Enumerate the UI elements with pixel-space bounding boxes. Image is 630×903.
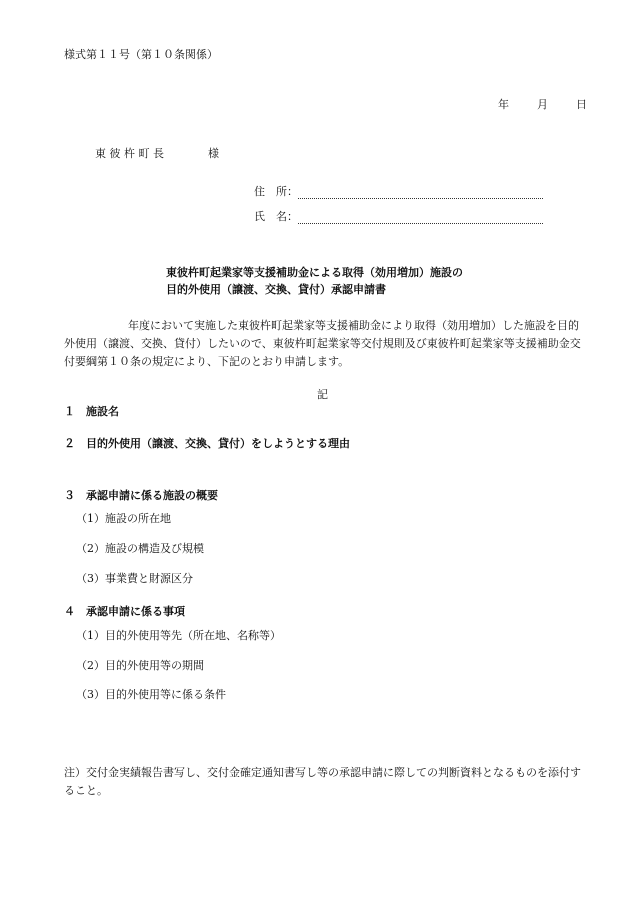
item-4-matters: ４ 承認申請に係る事項 xyxy=(64,605,185,618)
address-row xyxy=(254,183,543,199)
name-row xyxy=(254,208,543,224)
date-month: 月 xyxy=(537,98,548,111)
item-4-sub-3: （3）目的外使用等に係る条件 xyxy=(76,688,226,701)
body-paragraph: 年度において実施した東彼杵町起業家等支援補助金により取得（効用増加）した施設を目的外使用（譲渡、交換、貸付）したいので、東彼杵町起業家等交付規則及び東彼杵町起業家等支援補助金交付要綱第１０条の規定により、下記のとおり申請します。 xyxy=(64,319,581,368)
addressee-name: 東 彼 杵 町 長 xyxy=(95,147,164,160)
title-line-2: 目的外使用（譲渡、交換、貸付）承認申請書 xyxy=(166,283,386,296)
item-4-sub-1: （1）目的外使用等先（所在地、名称等） xyxy=(76,629,281,642)
item-3-sub-2: （2）施設の構造及び規模 xyxy=(76,542,204,555)
item-1-facility-name: １ 施設名 xyxy=(64,405,119,418)
item-4-sub-2: （2）目的外使用等の期間 xyxy=(76,659,204,672)
item-3-sub-1: （1）施設の所在地 xyxy=(76,512,171,525)
date-day: 日 xyxy=(576,98,587,111)
ki-heading: 記 xyxy=(317,388,328,401)
name-label: 氏 名： xyxy=(254,210,298,223)
addressee-honorific: 様 xyxy=(208,147,219,160)
addressee xyxy=(95,145,219,161)
date-line xyxy=(498,96,587,112)
address-label: 住 所： xyxy=(254,185,298,198)
form-number: 様式第１１号（第１０条関係） xyxy=(64,48,218,61)
title-line-1: 東彼杵町起業家等支援補助金による取得（効用増加）施設の xyxy=(166,266,463,279)
item-3-overview: ３ 承認申請に係る施設の概要 xyxy=(64,489,218,502)
footnote: 注）交付金実績報告書写し、交付金確定通知書写し等の承認申請に際しての判断資料となるものを添付すること。 xyxy=(64,766,581,797)
date-year: 年 xyxy=(498,98,509,111)
item-2-reason: ２ 目的外使用（譲渡、交換、貸付）をしようとする理由 xyxy=(64,437,350,450)
address-field[interactable] xyxy=(298,186,543,199)
name-field[interactable] xyxy=(298,211,543,224)
item-3-sub-3: （3）事業費と財源区分 xyxy=(76,572,193,585)
